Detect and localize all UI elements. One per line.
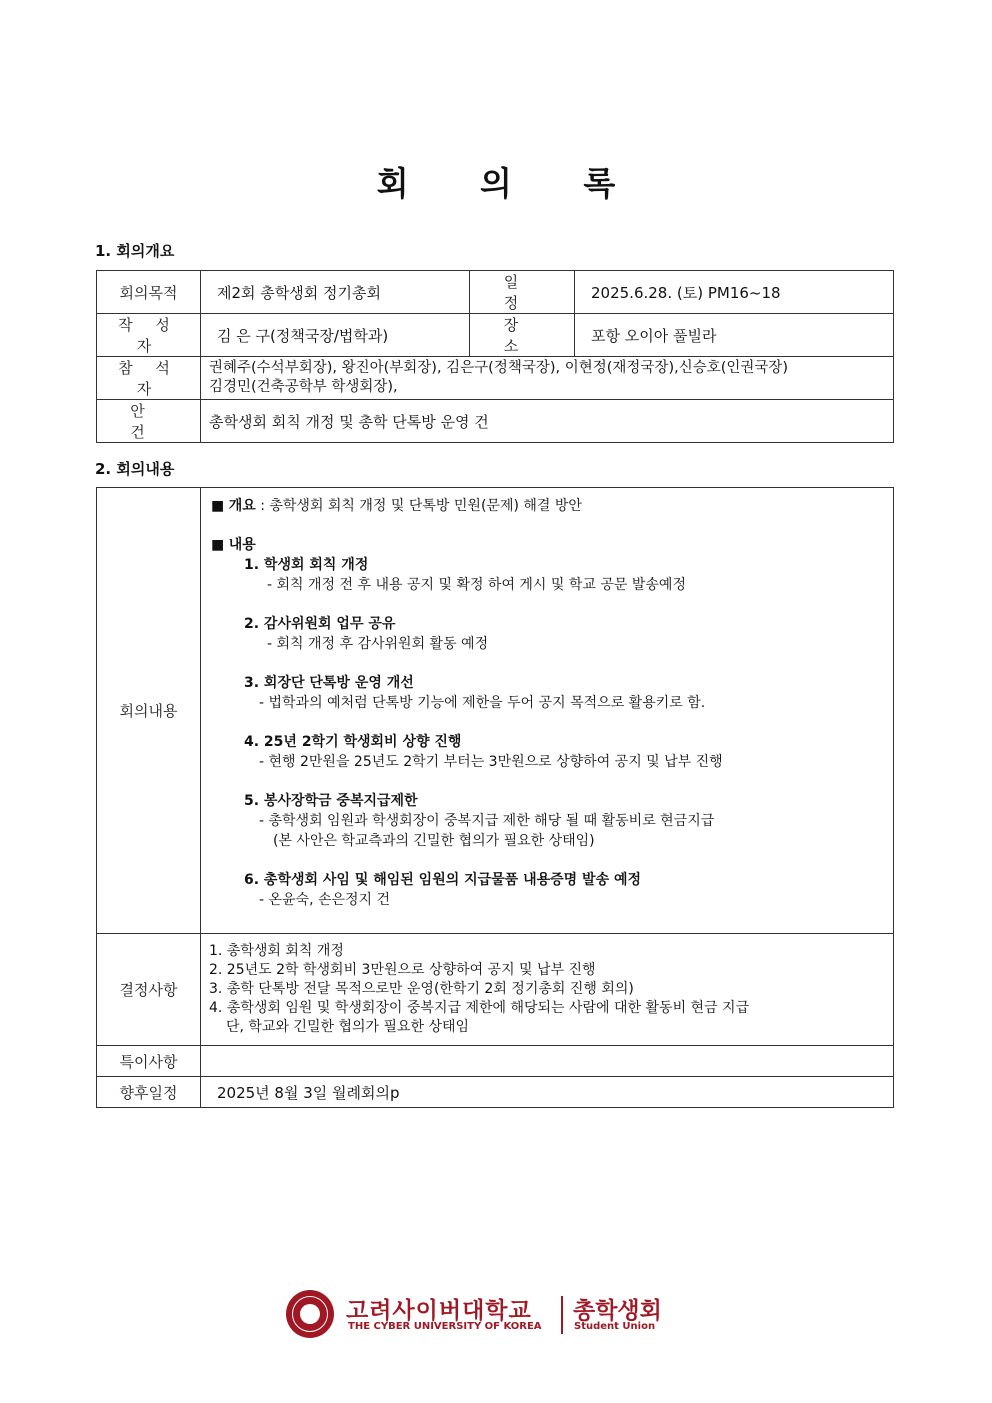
page-title: 회 의 록	[376, 164, 646, 203]
attendees-label: 참 석 자	[97, 357, 201, 400]
university-name-en: THE CYBER UNIVERSITY OF KOREA	[348, 1321, 542, 1332]
remarks-label: 특이사항	[97, 1046, 201, 1077]
content-heading-line	[211, 535, 883, 555]
footer-logo	[286, 1290, 686, 1338]
decisions-body	[201, 934, 894, 1046]
summary-key: 개요	[228, 498, 256, 514]
attendees-line: 권혜주(수석부회장), 왕진아(부회장), 김은구(정책국장), 이현정(재정국장),신승호(인권국장)	[209, 360, 789, 376]
author-value: 김 은 구(정책국장/법학과)	[201, 314, 470, 357]
place-value: 포항 오이아 풀빌라	[575, 314, 894, 357]
item-detail: (본 사안은 학교측과의 긴밀한 협의가 필요한 상태임)	[273, 833, 595, 849]
summary-text: : 총학생회 회칙 개정 및 단톡방 민원(문제) 해결 방안	[255, 498, 582, 514]
date-value: 2025.6.28. (토) PM16~18	[575, 271, 894, 314]
decisions-label: 결정사항	[97, 934, 201, 1046]
section-heading-overview: 1. 회의개요	[95, 242, 175, 260]
decision-line: 단, 학교와 긴밀한 협의가 필요한 상태임	[226, 1019, 470, 1035]
author-label: 작 성 자	[97, 314, 201, 357]
item-title: 1. 학생회 회칙 개정	[244, 557, 369, 573]
item-detail: - 온윤숙, 손은정지 건	[259, 892, 391, 908]
content-body	[201, 488, 894, 934]
item-detail: - 법학과의 예처럼 단톡방 기능에 제한을 두어 공지 목적으로 활용키로 함.	[259, 695, 706, 711]
schedule-value: 2025년 8월 3일 월례회의p	[201, 1077, 894, 1108]
purpose-label: 회의목적	[97, 271, 201, 314]
remarks-value	[201, 1046, 894, 1077]
item-detail: - 총학생회 임원과 학생회장이 중복지급 제한 해당 될 때 활동비로 현금지급	[259, 813, 715, 829]
agenda-label: 안 건	[97, 400, 201, 443]
square-bullet-icon: ■	[211, 537, 225, 553]
attendees-value	[201, 357, 894, 400]
schedule-label: 향후일정	[97, 1077, 201, 1108]
university-seal-icon	[286, 1290, 334, 1338]
purpose-value: 제2회 총학생회 정기총회	[201, 271, 470, 314]
item-title: 6. 총학생회 사임 및 해임된 임원의 지급물품 내용증명 발송 예정	[244, 872, 642, 888]
content-table	[96, 487, 894, 1108]
attendees-line: 김경민(건축공학부 학생회장),	[209, 379, 398, 395]
item-title: 5. 봉사장학금 중복지급제한	[244, 793, 418, 809]
overview-table	[96, 270, 894, 443]
summary-line	[211, 496, 883, 516]
item-detail: - 현행 2만원을 25년도 2학기 부터는 3만원으로 상향하여 공지 및 납부 진행	[259, 754, 723, 770]
item-detail: - 회칙 개정 전 후 내용 공지 및 확정 하여 게시 및 학교 공문 발송예정	[267, 577, 686, 593]
decision-line: 2. 25년도 2학 학생회비 3만원으로 상향하여 공지 및 납부 진행	[209, 962, 596, 978]
content-key: 내용	[228, 537, 256, 553]
decision-line: 4. 총학생회 임원 및 학생회장이 중복지급 제한에 해당되는 사람에 대한 활동비 현금 지급	[209, 1000, 750, 1016]
agenda-value: 총학생회 회칙 개정 및 총학 단톡방 운영 건	[201, 400, 894, 443]
date-label: 일 정	[470, 271, 575, 314]
logo-divider	[561, 1296, 563, 1334]
item-detail: - 회칙 개정 후 감사위원회 활동 예정	[267, 636, 489, 652]
university-name-kr: 고려사이버대학교	[346, 1298, 532, 1324]
place-label: 장 소	[470, 314, 575, 357]
section-heading-content: 2. 회의내용	[95, 460, 175, 478]
decision-line: 3. 총학 단톡방 전달 목적으로만 운영(한학기 2회 정기총회 진행 회의)	[209, 981, 634, 997]
item-title: 3. 회장단 단톡방 운영 개선	[244, 675, 414, 691]
square-bullet-icon: ■	[211, 498, 225, 514]
item-title: 2. 감사위원회 업무 공유	[244, 616, 396, 632]
union-name-en: Student Union	[574, 1321, 656, 1332]
content-label: 회의내용	[97, 488, 201, 934]
item-title: 4. 25년 2학기 학생회비 상향 진행	[244, 734, 462, 750]
union-name-kr: 총학생회	[573, 1298, 662, 1324]
decision-line: 1. 총학생회 회칙 개정	[209, 943, 344, 959]
